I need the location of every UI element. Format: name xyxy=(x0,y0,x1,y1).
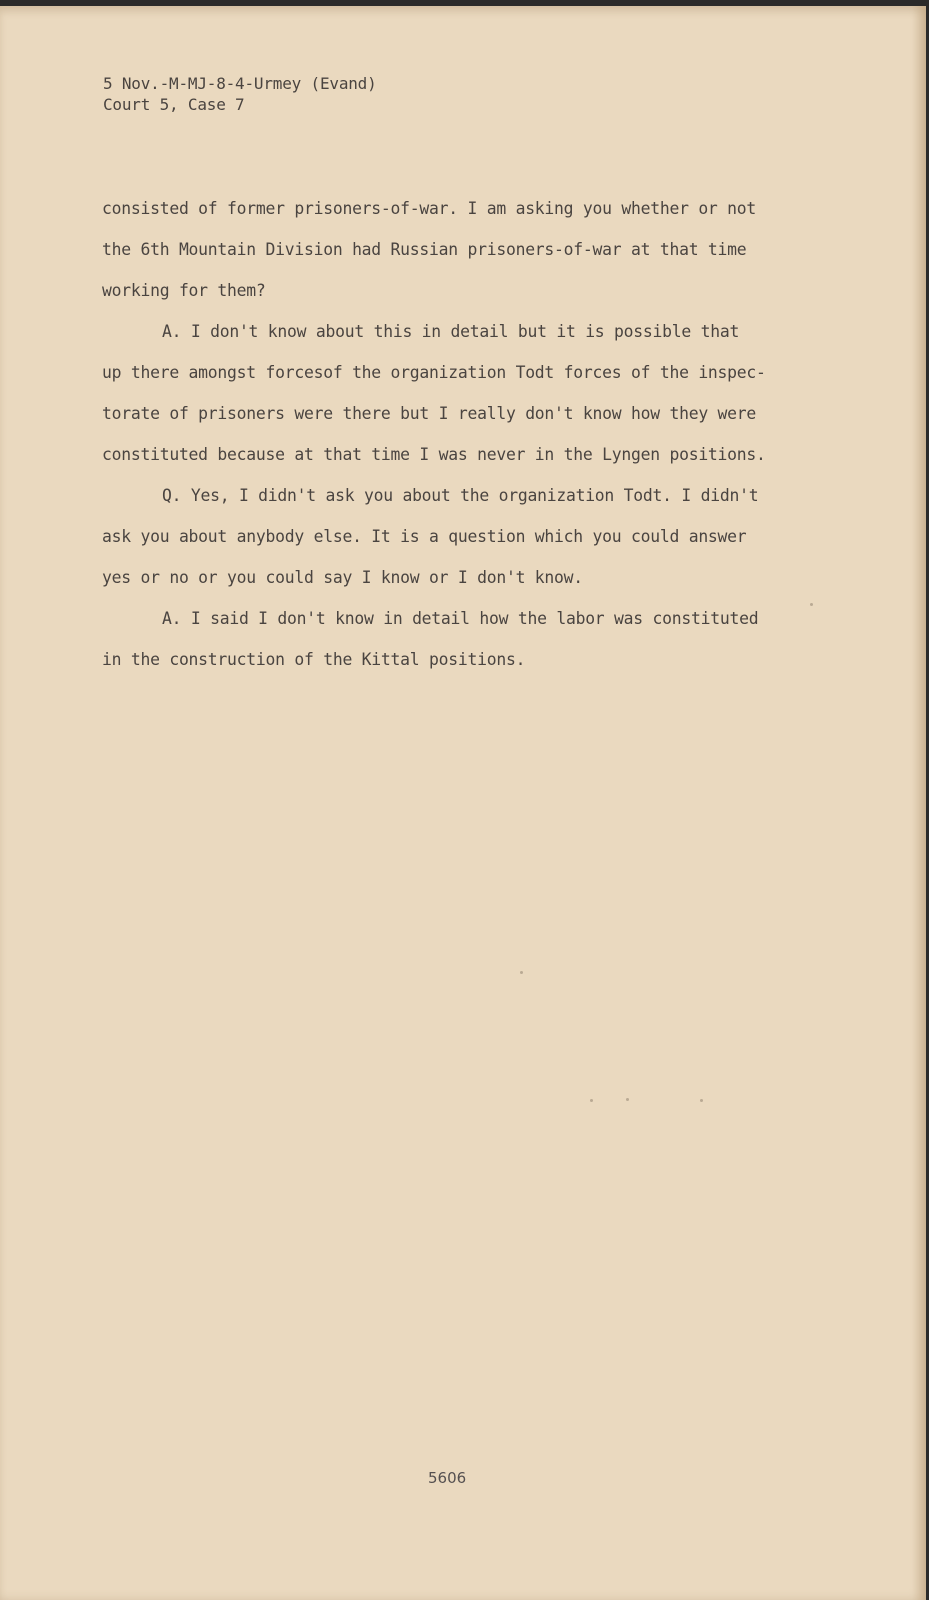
paper-speck xyxy=(626,1098,629,1101)
transcript-line: ask you about anybody else. It is a question which you could answer xyxy=(102,527,747,546)
page-edge-shadow xyxy=(912,6,926,1600)
paper-speck xyxy=(810,603,813,606)
header-line-court-case: Court 5, Case 7 xyxy=(103,95,245,114)
page-number: 5606 xyxy=(428,1469,467,1487)
document-page xyxy=(0,6,926,1600)
transcript-line: yes or no or you could say I know or I don't know. xyxy=(102,568,583,587)
paper-speck xyxy=(590,1099,593,1102)
transcript-line: torate of prisoners were there but I really don't know how they were xyxy=(102,404,757,423)
transcript-line: in the construction of the Kittal positions. xyxy=(102,650,526,669)
transcript-line: the 6th Mountain Division had Russian prisoners-of-war at that time xyxy=(102,240,747,259)
paper-speck xyxy=(520,971,523,974)
transcript-line: working for them? xyxy=(102,281,266,300)
transcript-line: consisted of former prisoners-of-war. I am asking you whether or not xyxy=(102,199,757,218)
transcript-line-question: Q. Yes, I didn't ask you about the organization Todt. I didn't xyxy=(162,486,759,505)
header-line-date-reference: 5 Nov.-M-MJ-8-4-Urmey (Evand) xyxy=(103,74,377,93)
transcript-line-answer: A. I don't know about this in detail but it is possible that xyxy=(162,322,740,341)
transcript-body xyxy=(102,198,822,690)
transcript-line: constituted because at that time I was never in the Lyngen positions. xyxy=(102,445,766,464)
document-header xyxy=(103,73,377,115)
paper-speck xyxy=(700,1099,703,1102)
transcript-line-answer: A. I said I don't know in detail how the labor was constituted xyxy=(162,609,759,628)
transcript-line: up there amongst forcesof the organization Todt forces of the inspec- xyxy=(102,363,766,382)
